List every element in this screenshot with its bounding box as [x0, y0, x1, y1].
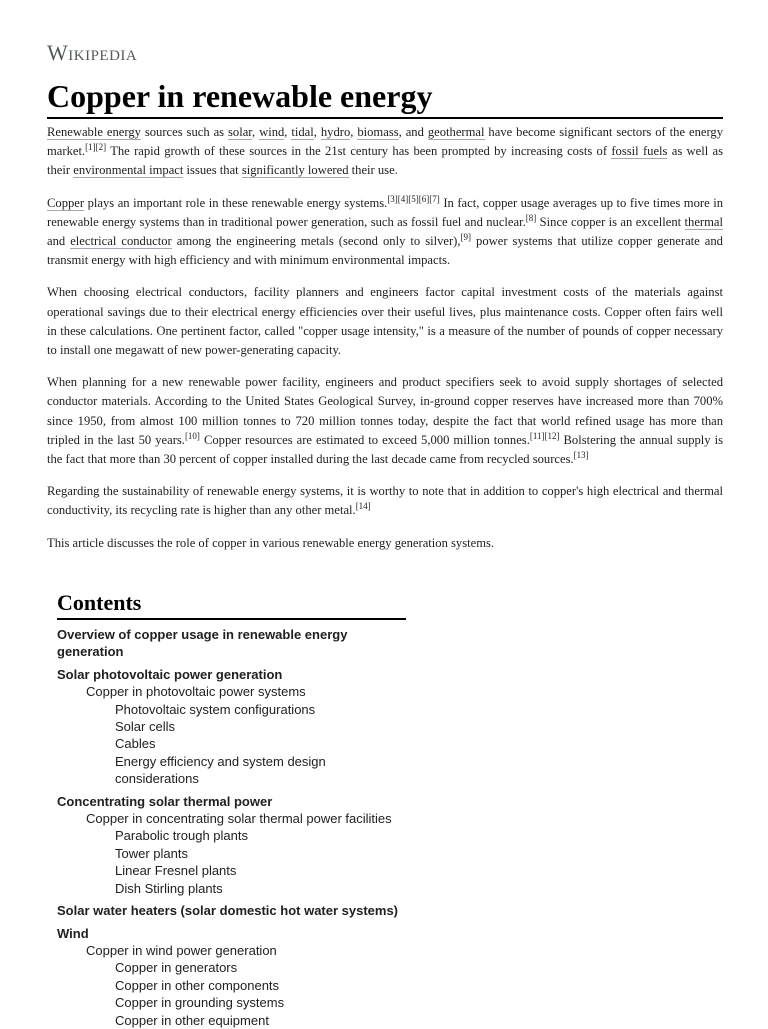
link-hydro[interactable]: hydro: [320, 125, 351, 139]
table-of-contents: [57, 588, 407, 1029]
toc-item[interactable]: Overview of copper usage in renewable energy generation: [57, 627, 348, 660]
link-renewable-energy[interactable]: Renewable energy: [47, 125, 141, 139]
paragraph-sustainability: Regarding the sustainability of renewable energy systems, it is worthy to note that in addition to copper's high electrical and thermal conductivity, its recycling rate is higher than any other metal.[14]: [47, 484, 723, 518]
toc-item[interactable]: Copper in photovoltaic power systems: [86, 684, 306, 700]
toc-item[interactable]: Photovoltaic system configurations: [115, 701, 316, 717]
link-solar[interactable]: solar: [228, 125, 252, 139]
link-wind[interactable]: wind: [259, 125, 285, 139]
link-copper[interactable]: Copper: [47, 195, 85, 210]
toc-item[interactable]: Copper in grounding systems: [115, 995, 285, 1011]
toc-item[interactable]: Cables: [115, 736, 156, 752]
citation[interactable]: [13]: [573, 449, 589, 460]
citation[interactable]: [8]: [525, 212, 537, 223]
toc-item[interactable]: Solar cells: [115, 719, 175, 735]
toc-item[interactable]: Tower plants: [115, 845, 188, 861]
toc-item[interactable]: Linear Fresnel plants: [115, 863, 237, 879]
toc-item[interactable]: Energy efficiency and system design considerations: [115, 753, 326, 787]
paragraph-conductors: When choosing electrical conductors, facility planners and engineers factor capital investment costs of the materials against operational savings due to their electrical energy efficiencies over their useful lives, plus maintenance costs. Copper often fairs well in these calculations. One pertinent factor, called "copper usage intensity," is a measure of the number of pounds of copper necessary to install one megawatt of new power-generating capacity.: [47, 285, 723, 358]
citation[interactable]: [9]: [460, 231, 472, 242]
toc-item[interactable]: Concentrating solar thermal power: [57, 793, 273, 809]
paragraph-supply: When planning for a new renewable power facility, engineers and product specifiers seek to avoid supply shortages of selected conductor materials. According to the United States Geological Survey, in-ground copper reserves have increased more than 700% since 1950, from almost 100 million tonnes to 720 million tonnes today, despite the fact that world refined usage has more than tripled in the last 50 years.[10] Copper resources are estimated to exceed 5,000 million tonnes.[11][12] Bolstering the annual supply is the fact that more than 30 percent of copper installed during the last decade came from recycled sources.[13]: [47, 375, 723, 467]
paragraph-scope: This article discusses the role of copper in various renewable energy generation systems.: [47, 535, 495, 550]
link-environmental-impact[interactable]: environmental impact: [73, 163, 184, 178]
link-biomass[interactable]: biomass: [357, 125, 399, 139]
link-fossil-fuels[interactable]: fossil fuels: [611, 144, 668, 159]
link-significantly-lowered[interactable]: significantly lowered: [241, 163, 349, 178]
article-body: [47, 123, 723, 566]
paragraph-intro: Renewable energy sources such as solar, wind, tidal, hydro, biomass, and geothermal have become significant sectors of the energy market.[1][2] The rapid growth of these sources in the 21st century has been prompted by increasing costs of fossil fuels as well as their environmental impact issues that significantly lowered their use.: [47, 125, 724, 178]
citation[interactable]: [1][2]: [85, 142, 107, 153]
toc-item[interactable]: Solar photovoltaic power generation: [57, 666, 283, 682]
link-tidal[interactable]: tidal: [291, 125, 314, 139]
toc-item[interactable]: Copper in concentrating solar thermal power facilities: [86, 811, 392, 827]
toc-item[interactable]: Copper in other components: [115, 977, 280, 993]
citation[interactable]: [10]: [184, 430, 200, 441]
link-thermal[interactable]: thermal: [684, 214, 724, 229]
citation[interactable]: [11][12]: [529, 430, 560, 441]
link-geothermal[interactable]: geothermal: [427, 125, 485, 139]
toc-item[interactable]: Copper in generators: [115, 960, 238, 976]
paragraph-copper-role: Copper plays an important role in these renewable energy systems.[3][4][5][6][7] In fact, copper usage averages up to five times more in renewable energy systems than in traditional power generation, such as fossil fuel and nuclear.[8] Since copper is an excellent thermal and electrical conductor among the engineering metals (second only to silver),[9] power systems that utilize copper generate and transmit energy with high efficiency and with minimum environmental impacts.: [47, 193, 724, 268]
toc-item[interactable]: Wind: [57, 925, 89, 941]
toc-item[interactable]: Copper in wind power generation: [86, 942, 277, 958]
wikipedia-logo[interactable]: Wikipedia: [47, 40, 138, 65]
toc-item[interactable]: Solar water heaters (solar domestic hot water systems): [57, 903, 399, 919]
toc-item[interactable]: Dish Stirling plants: [115, 880, 223, 896]
toc-item[interactable]: Parabolic trough plants: [115, 828, 248, 844]
toc-list: [57, 626, 407, 1029]
citation[interactable]: [14]: [355, 501, 371, 512]
toc-heading: Contents: [57, 588, 406, 620]
citation[interactable]: [3][4][5][6][7]: [387, 193, 440, 204]
link-electrical-conductor[interactable]: electrical conductor: [70, 234, 172, 249]
toc-item[interactable]: Copper in other equipment: [115, 1012, 269, 1028]
page-title: Copper in renewable energy: [47, 76, 723, 119]
